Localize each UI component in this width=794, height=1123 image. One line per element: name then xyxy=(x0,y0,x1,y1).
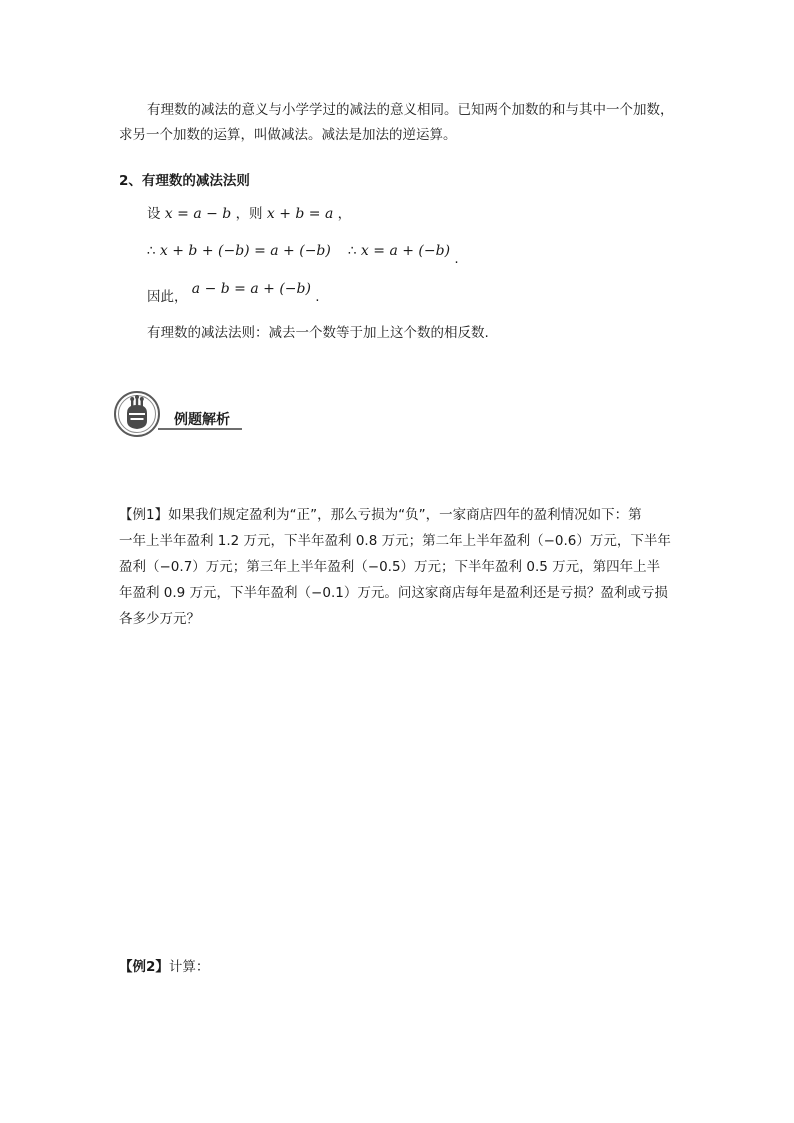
example2-text: 计算： xyxy=(168,959,210,975)
hence-period: . xyxy=(315,289,320,305)
therefore-expression-2: x = a + (−b) xyxy=(360,243,451,259)
example2-line xyxy=(119,958,209,976)
hence-expression: a − b = a + (−b) xyxy=(191,281,311,297)
then-expression: x + b = a xyxy=(266,206,334,222)
example1-line-4: 年盈利 0.9 万元，下半年盈利（−0.1）万元。问这家商店每年是盈利还是亏损？盈利或亏损 xyxy=(119,585,668,601)
therefore-line xyxy=(147,242,459,267)
hence-line xyxy=(147,281,320,306)
therefore-period: . xyxy=(454,251,459,267)
example1-line-3: 盈利（−0.7）万元；第三年上半年盈利（−0.5）万元；下半年盈利 0.5 万元，第四年上半 xyxy=(119,559,661,575)
intro-line-2: 求另一个加数的运算，叫做减法。减法是加法的逆运算。 xyxy=(119,127,457,143)
hence-prefix: 因此， xyxy=(147,289,188,305)
example1-line-5: 各多少万元？ xyxy=(119,611,200,627)
therefore-symbol-1: ∴ xyxy=(147,243,156,259)
let-comma: ， xyxy=(337,206,352,222)
banner-title: 例题解析 xyxy=(174,412,230,428)
lightbulb-head-icon xyxy=(114,391,160,437)
let-line xyxy=(147,205,351,223)
therefore-symbol-2: ∴ xyxy=(348,243,357,259)
intro-line-1: 有理数的减法的意义与小学学过的减法的意义相同。已知两个加数的和与其中一个加数， xyxy=(147,102,674,118)
example2-label: 【例2】 xyxy=(119,959,169,975)
let-expression: x = a − b xyxy=(164,206,232,222)
subtraction-rule: 有理数的减法法则：减去一个数等于加上这个数的相反数. xyxy=(147,325,489,341)
therefore-expression-1: x + b + (−b) = a + (−b) xyxy=(159,243,331,259)
example1-line-1: 【例1】如果我们规定盈利为“正”，那么亏损为“负”，一家商店四年的盈利情况如下：第 xyxy=(119,507,642,523)
example1-line-2: 一年上半年盈利 1.2 万元，下半年盈利 0.8 万元；第二年上半年盈利（−0.6）万元，下半年 xyxy=(119,533,671,549)
section-heading: 2、有理数的减法法则 xyxy=(119,173,250,189)
then-word: ，则 xyxy=(235,206,263,222)
let-prefix: 设 xyxy=(147,206,161,222)
